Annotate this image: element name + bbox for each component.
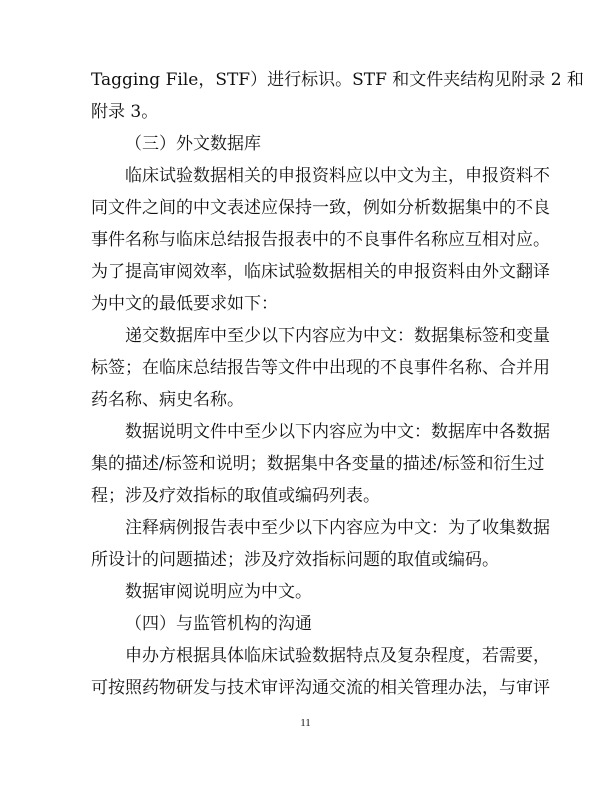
page-number: 11 <box>300 717 311 729</box>
text-line: 递交数据库中至少以下内容应为中文：数据集标签和变量 <box>125 326 550 346</box>
section-heading: （三）外文数据库 <box>125 134 261 154</box>
text-line: 数据审阅说明应为中文。 <box>125 582 312 602</box>
text-line: 事件名称与临床总结报告报表中的不良事件名称应互相对应。 <box>91 230 550 250</box>
text-line: 申办方根据具体临床试验数据特点及复杂程度，若需要， <box>125 646 550 666</box>
text-line: 药名称、病史名称。 <box>91 390 244 410</box>
text-line: Tagging File，STF）进行标识。STF 和文件夹结构见附录 2 和 <box>91 70 584 90</box>
text-line: 标签；在临床总结报告等文件中出现的不良事件名称、合并用 <box>91 358 550 378</box>
text-line: 集的描述/标签和说明；数据集中各变量的描述/标签和衍生过 <box>91 454 545 474</box>
text-line: 所设计的问题描述；涉及疗效指标问题的取值或编码。 <box>91 550 499 570</box>
text-line: 同文件之间的中文表述应保持一致，例如分析数据集中的不良 <box>91 198 550 218</box>
text-line: 为中文的最低要求如下： <box>91 294 278 314</box>
text-line: 数据说明文件中至少以下内容应为中文：数据库中各数据 <box>125 422 550 442</box>
text-line: 可按照药物研发与技术审评沟通交流的相关管理办法，与审评 <box>91 678 550 698</box>
text-line: 附录 3。 <box>91 102 159 122</box>
text-line: 为了提高审阅效率，临床试验数据相关的申报资料由外文翻译 <box>91 262 550 282</box>
text-line: 注释病例报告表中至少以下内容应为中文：为了收集数据 <box>125 518 550 538</box>
text-line: 程；涉及疗效指标的取值或编码列表。 <box>91 486 380 506</box>
section-heading: （四）与监管机构的沟通 <box>125 614 312 634</box>
text-line: 临床试验数据相关的申报资料应以中文为主，申报资料不 <box>125 166 550 186</box>
